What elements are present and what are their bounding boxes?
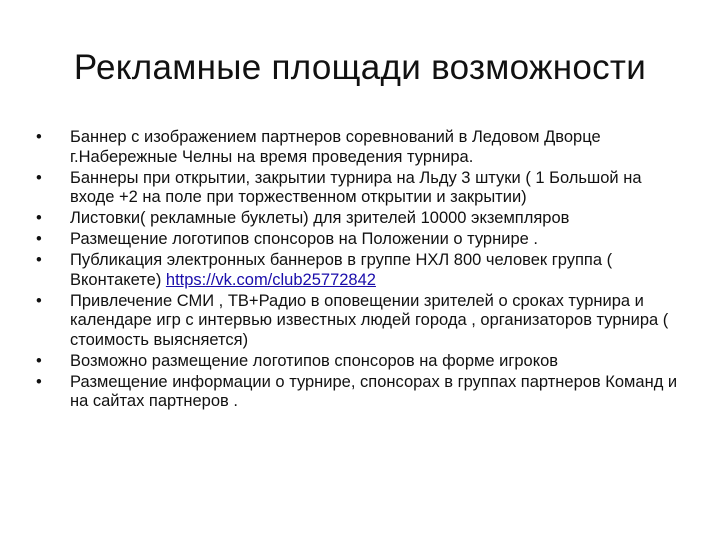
bullet-icon: • — [36, 128, 42, 146]
bullet-icon: • — [36, 351, 42, 370]
bullet-icon: • — [36, 209, 42, 227]
list-item-text: Привлечение СМИ , ТВ+Радио в оповещении зрителей о сроках турнира и календаре игр с интервью известных людей города , организаторов турнира ( стоимость выясняется) — [70, 291, 669, 349]
bullet-icon: • — [36, 230, 42, 248]
list-item-text: Публикация электронных баннеров в группе НХЛ 800 человек группа ( Вконтакете) — [70, 251, 613, 289]
list-item-text: Баннер с изображением партнеров соревнований в Ледовом Дворце г.Набережные Челны на время проведения турнира. — [70, 128, 601, 166]
list-item — [36, 230, 686, 250]
list-item — [36, 251, 686, 290]
bullet-icon: • — [36, 168, 42, 187]
list-item — [36, 373, 686, 412]
bullet-icon: • — [36, 372, 42, 391]
list-item-text: Размещение логотипов спонсоров на Положении о турнире . — [70, 230, 538, 248]
list-item — [36, 209, 686, 229]
list-item — [36, 128, 686, 167]
list-item-text: Возможно размещение логотипов спонсоров на форме игроков — [70, 351, 559, 370]
list-item-text: Листовки( рекламные буклеты) для зрителей 10000 экземпляров — [70, 209, 570, 227]
bullet-icon: • — [36, 251, 42, 269]
vk-group-link[interactable]: https://vk.com/club25772842 — [165, 270, 376, 289]
list-item — [36, 292, 686, 351]
list-item — [36, 169, 686, 208]
list-item-text: Размещение информации о турнире, спонсорах в группах партнеров Команд и на сайтах партнеров . — [70, 372, 678, 410]
slide-title: Рекламные площади возможности — [73, 48, 647, 87]
list-item-text: Баннеры при открытии, закрытии турнира на Льду 3 штуки ( 1 Большой на входе +2 на поле при торжественном открытии и закрытии) — [70, 168, 642, 206]
bullet-list — [36, 128, 686, 413]
bullet-icon: • — [36, 291, 42, 310]
list-item — [36, 352, 686, 372]
